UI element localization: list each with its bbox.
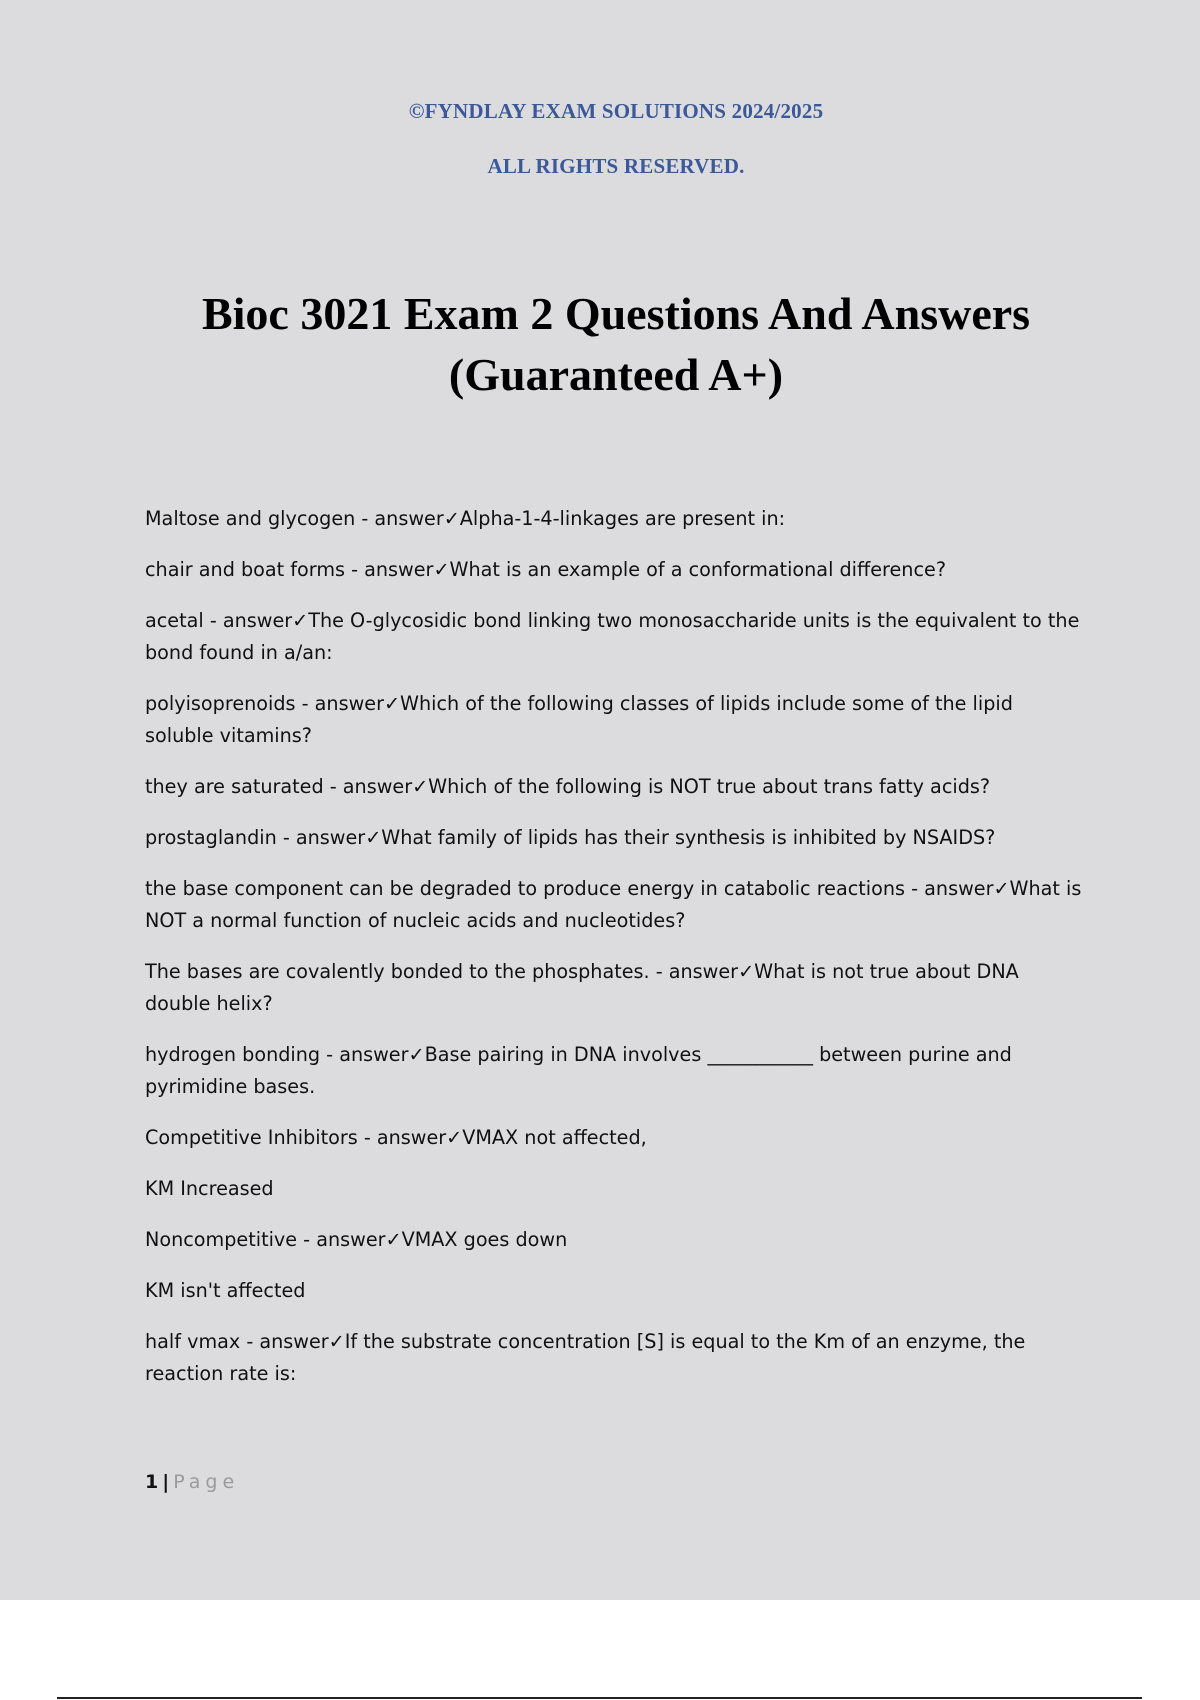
page-label: Page (173, 1471, 240, 1493)
qa-list (145, 503, 1085, 1409)
qa-item: the base component can be degraded to produce energy in catabolic reactions - answer✓What is NOT a normal function of nucleic acids and nucleotides? (145, 877, 1082, 932)
qa-item: KM isn't affected (145, 1279, 306, 1302)
qa-item: half vmax - answer✓If the substrate concentration [S] is equal to the Km of an enzyme, the reaction rate is: (145, 1330, 1026, 1385)
qa-item: Noncompetitive - answer✓VMAX goes down (145, 1228, 568, 1251)
qa-item: prostaglandin - answer✓What family of lipids has their synthesis is inhibited by NSAIDS? (145, 826, 996, 849)
footer-separator: | (162, 1471, 170, 1493)
next-page-top-rule (57, 1697, 1142, 1699)
qa-item: Competitive Inhibitors - answer✓VMAX not affected, (145, 1126, 647, 1149)
qa-item: chair and boat forms - answer✓What is an example of a conformational difference? (145, 558, 947, 581)
page-footer (145, 1471, 239, 1493)
qa-item: The bases are covalently bonded to the phosphates. - answer✓What is not true about DNA double helix? (145, 960, 1019, 1015)
rights-reserved-header: ALL RIGHTS RESERVED. (487, 154, 745, 178)
qa-item: polyisoprenoids - answer✓Which of the following classes of lipids include some of the lipid soluble vitamins? (145, 692, 1013, 747)
qa-item: Maltose and glycogen - answer✓Alpha-1-4-linkages are present in: (145, 507, 786, 530)
qa-item: KM Increased (145, 1177, 274, 1200)
qa-item: hydrogen bonding - answer✓Base pairing in DNA involves ___________ between purine and pyrimidine bases. (145, 1043, 1012, 1098)
document-title: Bioc 3021 Exam 2 Questions And Answers (Guaranteed A+) (201, 288, 1031, 400)
qa-item: they are saturated - answer✓Which of the following is NOT true about trans fatty acids? (145, 775, 991, 798)
copyright-header: ©FYNDLAY EXAM SOLUTIONS 2024/2025 (408, 99, 824, 123)
qa-item: acetal - answer✓The O-glycosidic bond linking two monosaccharide units is the equivalent to the bond found in a/an: (145, 609, 1080, 664)
page-number: 1 (145, 1471, 159, 1493)
